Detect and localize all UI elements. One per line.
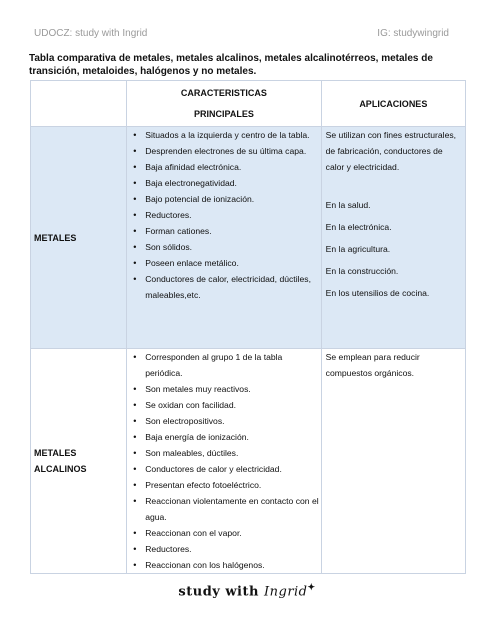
comparison-table [30, 80, 466, 574]
sparkle-icon: ✦ [307, 583, 316, 593]
alcalinos-properties-list [127, 349, 320, 573]
list-item: • Conductores de calor, electricidad, dúctiles, maleables,etc. [145, 271, 320, 303]
list-item: • Son metales muy reactivos. [145, 381, 320, 397]
table-row-metales-alcalinos [31, 349, 466, 574]
metales-properties-cell [127, 127, 321, 349]
list-item: • Reductores. [145, 541, 320, 557]
footer-brand [0, 583, 494, 599]
list-item: • Reaccionan con el vapor. [145, 525, 320, 541]
list-item: • Bajo potencial de ionización. [145, 191, 320, 207]
list-item: • Son electropositivos. [145, 413, 320, 429]
list-item: • Presentan efecto fotoeléctrico. [145, 477, 320, 493]
row-label-metales-alcalinos [31, 349, 127, 574]
list-item: • Baja energía de ionización. [145, 429, 320, 445]
table-header-row [31, 81, 466, 127]
list-item: • Baja afinidad electrónica. [145, 159, 320, 175]
list-item: • Corresponden al grupo 1 de la tabla periódica. [145, 349, 320, 381]
header-characteristics-line1: CARACTERISTICAS [180, 87, 267, 98]
footer-brand-plain: study with [178, 584, 264, 600]
table-row-metales [31, 127, 466, 349]
header-characteristics [127, 81, 321, 127]
application-text: En la electrónica. [325, 222, 392, 232]
application-text: Se emplean para reducir compuestos orgánicos. [325, 352, 420, 378]
row-label-metales: METALES [31, 127, 127, 349]
alcalinos-properties-cell [127, 349, 321, 574]
application-text: En los utensilios de cocina. [325, 288, 430, 298]
list-item: • Se oxidan con facilidad. [145, 397, 320, 413]
list-item: • Situados a la izquierda y centro de la tabla. [145, 127, 320, 143]
list-item: • Baja electronegatividad. [145, 175, 320, 191]
header-applications: APLICACIONES [321, 81, 465, 127]
header-left-text: UDOCZ: study with Ingrid [34, 28, 148, 39]
application-text: En la salud. [325, 200, 371, 210]
application-text: En la agricultura. [325, 244, 391, 254]
list-item: • Reaccionan con los halógenos. [145, 557, 320, 573]
list-item: • Desprenden electrones de su última capa. [145, 143, 320, 159]
metales-properties-list [127, 127, 320, 303]
document-title: Tabla comparativa de metales, metales alcalinos, metales alcalinotérreos, metales de transición, metaloides, halógenos y no metales. [29, 53, 433, 77]
application-text: Se utilizan con fines estructurales, de fabricación, conductores de calor y electricidad. [325, 130, 457, 172]
list-item: • Reductores. [145, 207, 320, 223]
list-item: • Conductores de calor y electricidad. [145, 461, 320, 477]
list-item: • Poseen enlace metálico. [145, 255, 320, 271]
list-item: • Reaccionan violentamente en contacto con el agua. [145, 493, 320, 525]
header-right-text: IG: studywingrid [377, 28, 449, 39]
header-empty-cell [31, 81, 127, 127]
application-text: En la construcción. [325, 266, 399, 276]
row-label-line1: METALES [34, 448, 77, 458]
alcalinos-applications-cell [321, 349, 465, 574]
footer-brand-script: Ingrid [263, 584, 308, 600]
header-characteristics-line2: PRINCIPALES [194, 108, 254, 119]
list-item: • Forman cationes. [145, 223, 320, 239]
list-item: • Son sólidos. [145, 239, 320, 255]
row-label-line2: ALCALINOS [34, 464, 87, 474]
metales-applications-cell [321, 127, 465, 349]
list-item: • Son maleables, dúctiles. [145, 445, 320, 461]
